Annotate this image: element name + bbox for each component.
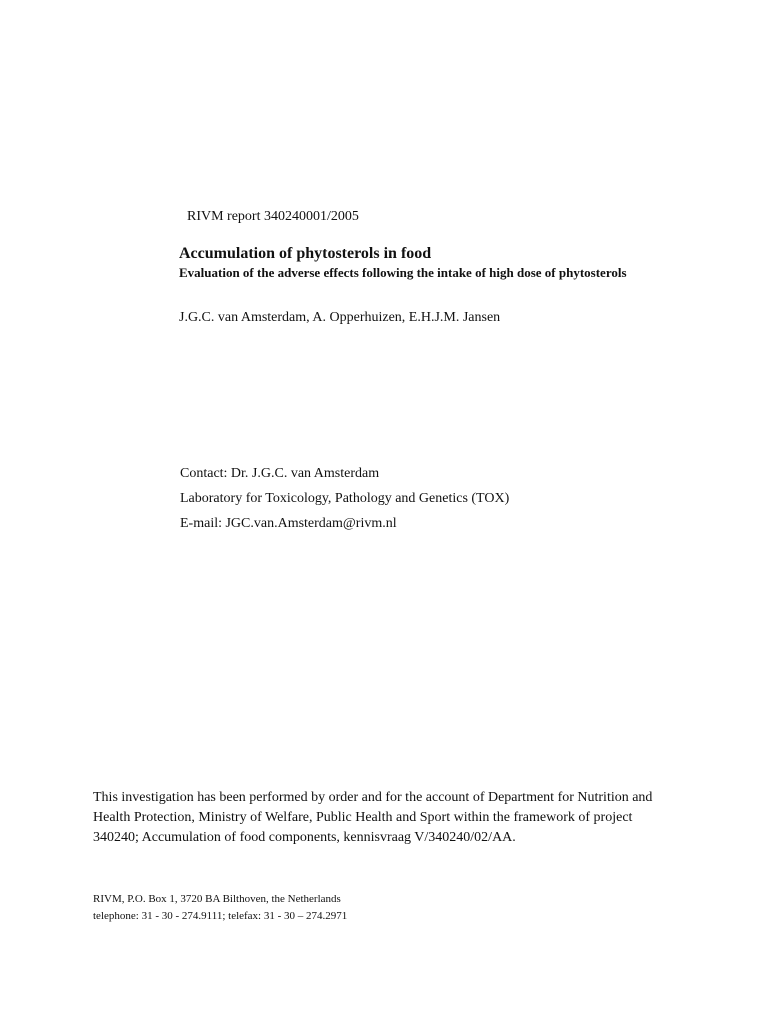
commission-statement: This investigation has been performed by order and for the account of Department for Nutrition and Health Protection, Ministry of Welfare, Public Health and Sport within the framework of project 340240; Accumulation of food components, kennisvraag V/340240/02/AA. [93, 790, 653, 845]
authors: J.G.C. van Amsterdam, A. Opperhuizen, E.H.J.M. Jansen [179, 310, 501, 325]
contact-email: E-mail: JGC.van.Amsterdam@rivm.nl [180, 516, 397, 531]
document-subtitle: Evaluation of the adverse effects following the intake of high dose of phytosterols [179, 265, 627, 280]
contact-name: Contact: Dr. J.G.C. van Amsterdam [180, 466, 380, 481]
footer-address: RIVM, P.O. Box 1, 3720 BA Bilthoven, the Netherlands [93, 893, 341, 905]
report-number: RIVM report 340240001/2005 [187, 209, 359, 224]
footer-phone: telephone: 31 - 30 - 274.9111; telefax: 31 - 30 – 274.2971 [93, 910, 348, 922]
document-title: Accumulation of phytosterols in food [179, 245, 432, 262]
contact-laboratory: Laboratory for Toxicology, Pathology and Genetics (TOX) [180, 491, 510, 506]
